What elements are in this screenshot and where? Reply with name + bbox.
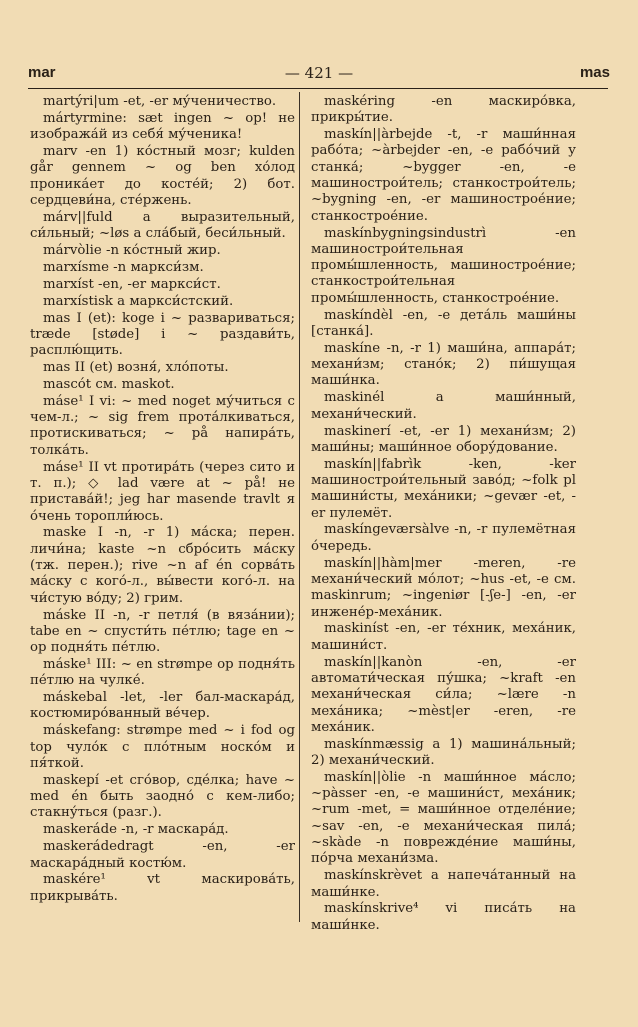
header-left-word: mar [28, 64, 56, 81]
entry: máskefang: strømpe med ~ i fod og top чуло́к с пло́тным носко́м и пя́ткой. [30, 723, 295, 771]
entry: marxíst -en, -er маркси́ст. [43, 276, 221, 292]
header-right-word: mas [579, 64, 610, 81]
entry: mas I (et): koge i ~ развариваться; træde [støde] i ~ раздави́ть, расплю́щить. [30, 310, 295, 359]
entry: maskín||òlie -n маши́нное ма́сло; ~pàsser -en, -e машини́ст, меха́ник; ~rum -met, = маши́нное отделе́ние; ~sav -en, -e механи́ческая пила́; ~skàde -n поврежде́ние маши́ны, по́рча механи́зма. [311, 769, 576, 867]
entry: máskebal -let, -ler бал-маскара́д, костюмиро́ванный ве́чер. [30, 690, 295, 722]
entry: maskín||fabrìk -ken, -ker машинострои́тельный заво́д; ~folk pl машини́сты, меха́ники; ~gevær -et, -er пулемёт. [311, 456, 576, 521]
entry: maskínmæssig a 1) машина́льный; 2) механи́ческий. [311, 736, 576, 768]
entry: marxístisk a маркси́стский. [43, 293, 234, 309]
entry: mártyrmine: sæt ingen ~ op! не изобража́й из себя́ му́ченика! [30, 110, 295, 143]
entry: maskíngeværsàlve -n, -r пулемётная о́чередь. [311, 522, 576, 554]
entry: mascót см. maskot. [43, 376, 175, 392]
entry: maskín||kanòn -en, -er автомати́ческая пу́шка; ~kraft -en механи́ческая си́ла; ~lære -n меха́ника; ~mèst|er -eren, -re меха́ник. [311, 654, 576, 735]
entry: maskéring -en маскиро́вка, прикры́тие. [311, 94, 576, 126]
entry: márvòlie -n ко́стный жир. [43, 243, 221, 259]
entry: maskínskrive⁴ vi писа́ть на маши́нке. [311, 901, 576, 933]
right-column [311, 94, 576, 935]
page-number: — 421 — [284, 64, 354, 82]
left-column [30, 94, 295, 906]
entry: máse¹ II vt протира́ть (через сито и т. п.); ◇ lad være at ~ på! не пристава́й!; jeg har masende travlt я о́чень торопли́юсь. [30, 459, 295, 524]
entry: martýri|um -et, -er му́ченичество. [43, 94, 277, 109]
page-header [0, 64, 638, 84]
entry: máse¹ I vi: ~ med noget му́читься с чем-л.; ~ sig frem прота́лкиваться, протискиваться; ~ på напира́ть, толка́ть. [30, 393, 295, 458]
entry: maskíndèl -en, -e дета́ль маши́ны [станка́]. [311, 307, 576, 339]
entry: maskinél a маши́нный, механи́ческий. [311, 390, 576, 422]
entry: maskerádedragt -en, -er маскара́дный костю́м. [30, 839, 295, 871]
entry: maskíne -n, -r 1) маши́на, аппара́т; механи́зм; стано́к; 2) пи́шущая маши́нка. [311, 340, 576, 389]
entry: maskín||hàm|mer -meren, -re механи́ческий мо́лот; ~hus -et, -e см. maskinrum; ~ingeniør [-ʃe-] -en, -er инжене́р-меха́ник. [311, 555, 576, 620]
entry: maskinerí -et, -er 1) механи́зм; 2) маши́ны; маши́нное обору́дование. [311, 423, 576, 455]
entry: máske¹ III: ~ en strømpe op подня́ть пе́тлю на чулке́. [30, 657, 295, 689]
entry: maskepí -et сго́вор, сде́лка; have ~ med én быть заодно́ с кем-либо; стакну́ться (разг.). [30, 772, 295, 821]
header-rule [28, 88, 608, 89]
entry: márv||fuld a выразительный, си́льный; ~løs a сла́бый, беси́льный. [30, 209, 295, 242]
entry: mas II (et) возня́, хло́поты. [43, 360, 229, 376]
entry: marv -en 1) ко́стный мозг; kulden går gennem ~ og ben хо́лод проника́ет до косте́й; 2) бот. сердцеви́на, сте́ржень. [30, 144, 295, 208]
entry: maske I -n, -r 1) ма́ска; перен. личи́на; kaste ~n сбро́сить ма́ску (тж. перен.); rive ~n af én сорва́ть ма́ску с кого́-л., вы́вести кого́-л. на чи́стую во́ду; 2) грим. [30, 525, 295, 606]
entry: maskínbygningsindustrì -en машинострои́тельная промы́шленность, машинострое́ние; станкострои́тельная промы́шленность, станкострое́ние. [311, 225, 576, 306]
column-divider [299, 92, 300, 922]
entry: marxísme -n маркси́зм. [43, 259, 204, 275]
entry: maskiníst -en, -er те́хник, меха́ник, машини́ст. [311, 621, 576, 653]
entry: maskére¹ vt маскирова́ть, прикрыва́ть. [30, 872, 295, 904]
entry: maskeráde -n, -r маскара́д. [43, 822, 229, 838]
entry: máske II -n, -r петля́ (в вяза́нии); tabe en ~ спусти́ть пе́тлю; tage en ~ op подня́ть пе́тлю. [30, 607, 295, 656]
entry: maskínskrèvet a напеча́танный на маши́нке. [311, 868, 576, 900]
entry: maskín||àrbejde -t, -r маши́нная рабо́та; ~àrbejder -en, -e рабо́чий у станка́; ~bygger -en, -e машинострои́тель; станкострои́тель; ~bygning -en, -er машинострое́ние; станкострое́ние. [311, 127, 576, 224]
